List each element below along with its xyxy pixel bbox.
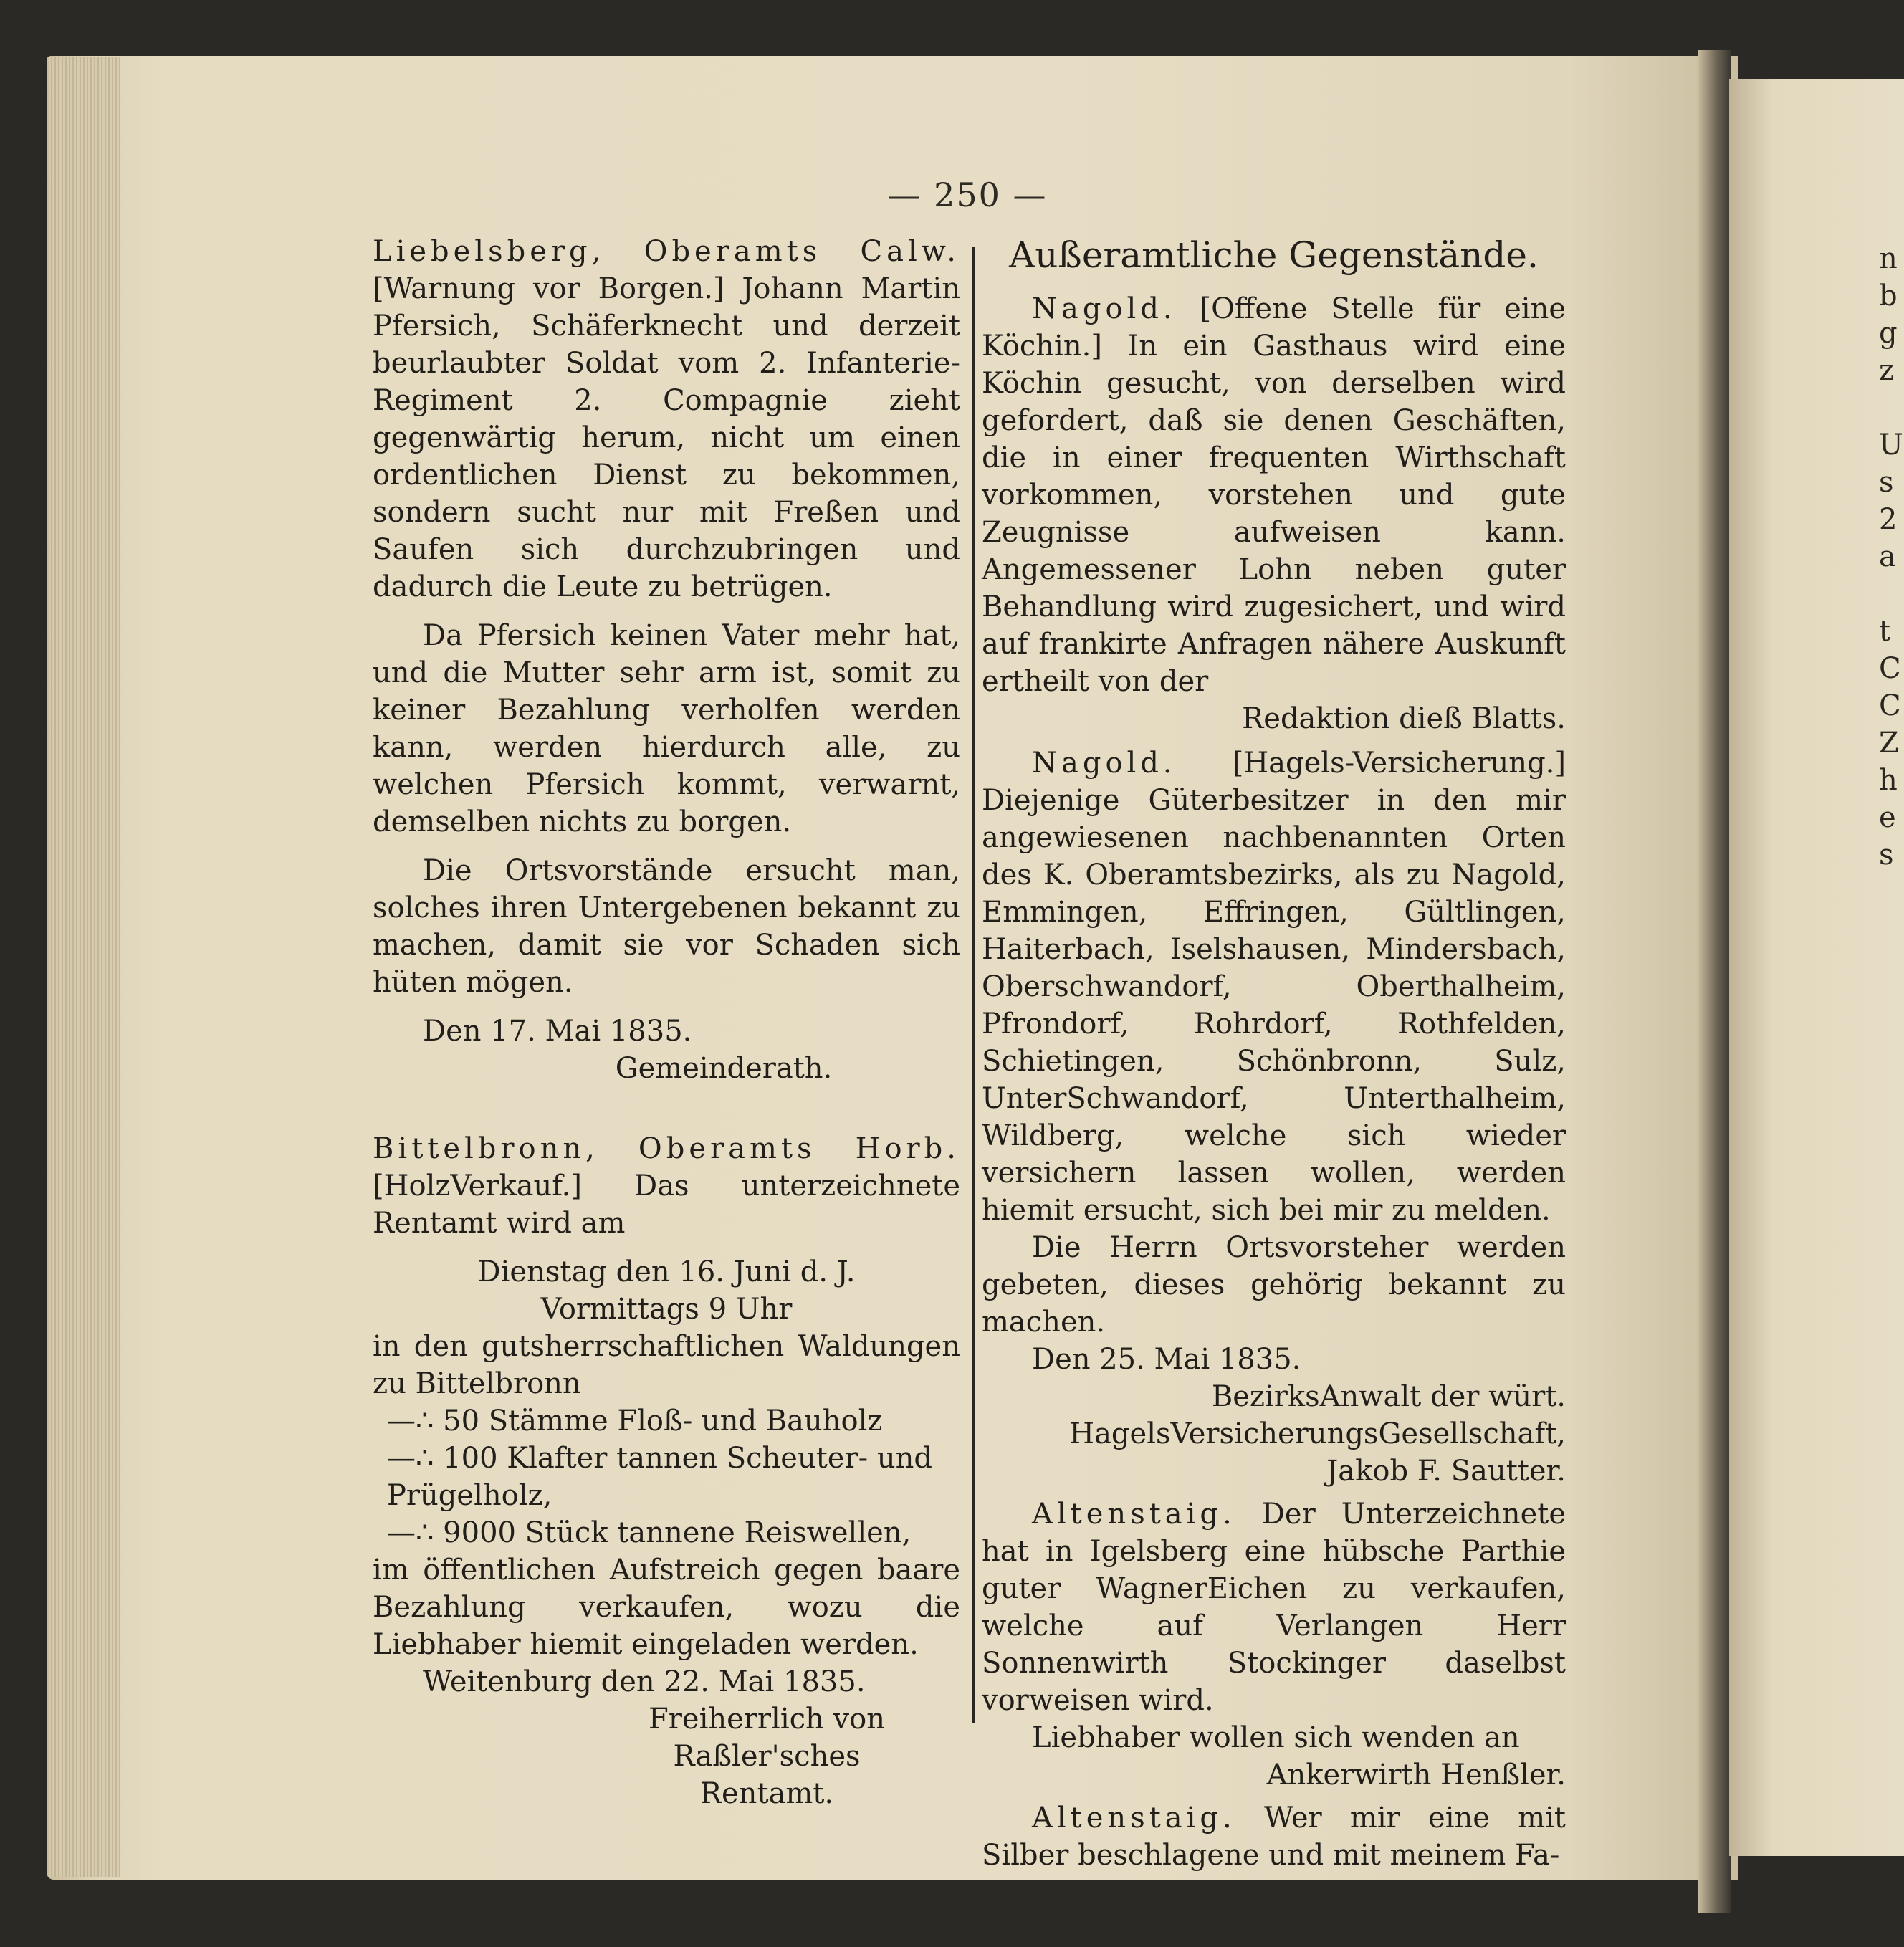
auction-date: Dienstag den 16. Juni d. J. — [477, 1255, 856, 1288]
notice-date: Den 25. Mai 1835. — [1032, 1343, 1301, 1376]
notice-nagold-insurance — [982, 745, 1566, 1490]
right-page — [1729, 79, 1904, 1856]
notice-heading: Nagold. — [1032, 292, 1177, 325]
signature-line: Rentamt. — [699, 1777, 834, 1810]
notice-paragraph: Die Ortsvorstände ersucht man, solches ihren Untergebenen bekannt zu machen, damit sie vor Schaden sich hüten mögen. — [373, 854, 960, 999]
signature-line: Freiherrlich von — [649, 1703, 885, 1736]
auction-location: in den gutsherrschaftlichen Waldungen zu Bittelbronn — [373, 1330, 960, 1400]
edge-letter: U — [1879, 429, 1903, 461]
notice-body: [Offene Stelle für eine Köchin.] In ein Gasthaus wird eine Köchin gesucht, von derselben wird gefordert, daß sie denen Geschäften, die in einer frequenten Wirthschaft vorkommen, vorstehen und gute Zeugnisse aufweisen kann. Angemessener Lohn neben guter Behandlung wird zugesichert, und wird auf frankirte Anfragen nähere Auskunft ertheilt von der — [982, 292, 1566, 698]
notice-body: [Hagels-Versicherung.] Diejenige Güterbesitzer in den mir angewiesenen nachbenannten Orten des K. Oberamtsbezirks, als zu Nagold, Emmingen, Effringen, Gültlingen, Haiterbach, Iselshausen, Mindersbach, Oberschwandorf, Oberthalheim, Pfrondorf, Rohrdorf, Rothfelden, Schietingen, Schönbronn, Sulz, UnterSchwandorf, Unterthalheim, Wildberg, welche sich wieder versichern lassen wollen, werden hiemit ersucht, sich bei mir zu melden. — [982, 747, 1566, 1227]
notice-signature: Gemeinderath. — [615, 1052, 833, 1085]
left-column — [373, 233, 960, 1812]
signature-line: HagelsVersicherungsGesellschaft, — [1069, 1417, 1566, 1450]
edge-letter: z — [1879, 354, 1895, 387]
notice-date: Weitenburg den 22. Mai 1835. — [423, 1665, 866, 1698]
book-gutter — [1698, 50, 1731, 1913]
notice-date: Den 17. Mai 1835. — [423, 1015, 692, 1048]
notice-heading: Nagold. — [1032, 747, 1177, 780]
edge-letter: t — [1879, 615, 1891, 648]
notice-heading: Liebelsberg, Oberamts Calw. — [373, 235, 960, 268]
edge-letter: 2 — [1879, 503, 1898, 536]
edge-letter: s — [1879, 466, 1894, 499]
notice-bittelbronn — [373, 1130, 960, 1812]
list-item: —∴ 50 Stämme Floß- und Bauholz — [387, 1405, 883, 1437]
page-edges — [49, 57, 120, 1877]
notice-paragraph: Da Pfersich keinen Vater mehr hat, und die Mutter sehr arm ist, somit zu keiner Bezahlung verholfen werden kann, werden hierdurch alle, zu welchen Pfersich kommt, verwarnt, demselben nichts zu borgen. — [373, 619, 960, 838]
notice-signature: Redaktion dieß Blatts. — [1242, 702, 1566, 735]
notice-paragraph: Liebhaber wollen sich wenden an — [1032, 1721, 1520, 1754]
list-item: —∴ 100 Klafter tannen Scheuter- und Prügelholz, — [387, 1442, 932, 1512]
edge-letter: C — [1879, 652, 1901, 685]
signature-line: Jakob F. Sautter. — [1326, 1455, 1566, 1488]
notice-heading: Altenstaig. — [1032, 1802, 1236, 1834]
signature-line: Raßler'sches — [673, 1740, 861, 1773]
auction-closing: im öffentlichen Aufstreich gegen baare Bezahlung verkaufen, wozu die Liebhaber hiemit eingeladen werden. — [373, 1554, 960, 1661]
edge-letter — [1879, 575, 1903, 613]
list-item: —∴ 9000 Stück tannene Reiswellen, — [387, 1516, 912, 1549]
notice-heading: Altenstaig. — [1032, 1498, 1236, 1531]
right-page-edge-text — [1879, 240, 1903, 874]
edge-letter: n — [1879, 242, 1898, 275]
column-divider — [972, 247, 975, 1723]
notice-body: [Warnung vor Borgen.] Johann Martin Pfersich, Schäferknecht und derzeit beurlaubter Soldat vom 2. Infanterie-Regiment 2. Compagnie zieht gegenwärtig herum, nicht um einen ordentlichen Dienst zu bekommen, sondern sucht nur mit Freßen und Saufen sich durchzubringen und dadurch die Leute zu betrügen. — [373, 272, 960, 603]
notice-body: [HolzVerkauf.] Das unterzeichnete Rentamt wird am — [373, 1169, 960, 1240]
edge-letter: Z — [1879, 727, 1899, 760]
edge-letter: h — [1879, 764, 1898, 797]
edge-letter: a — [1879, 540, 1896, 573]
edge-letter: s — [1879, 838, 1894, 871]
edge-letter: e — [1879, 801, 1896, 834]
notice-body: Wer mir eine mit Silber beschlagene und mit meinem Fa- — [982, 1802, 1566, 1872]
notice-liebelsberg — [373, 233, 960, 1087]
notice-altenstaig-oak — [982, 1496, 1566, 1794]
auction-time: Vormittags 9 Uhr — [540, 1293, 793, 1326]
edge-letter: g — [1879, 317, 1898, 350]
edge-letter: C — [1879, 689, 1901, 722]
notice-paragraph: Die Herrn Ortsvorsteher werden gebeten, dieses gehörig bekannt zu machen. — [982, 1231, 1566, 1339]
section-title: Außeramtliche Gegenstände. — [1009, 234, 1539, 276]
right-column — [982, 233, 1566, 1874]
notice-heading: Bittelbronn, Oberamts Horb. — [373, 1132, 960, 1165]
notice-signature: Ankerwirth Henßler. — [1266, 1759, 1566, 1791]
signature-line: BezirksAnwalt der würt. — [1211, 1380, 1566, 1413]
notice-altenstaig-lost — [982, 1799, 1566, 1874]
notice-nagold-cook — [982, 290, 1566, 737]
page-number: — 250 — — [887, 176, 1048, 214]
edge-letter: b — [1879, 279, 1898, 312]
edge-letter — [1879, 389, 1903, 426]
notice-body: Der Unterzeichnete hat in Igelsberg eine hübsche Parthie guter WagnerEichen zu verkaufen, welche auf Verlangen Herr Sonnenwirth Stockinger daselbst vorweisen wird. — [982, 1498, 1566, 1717]
